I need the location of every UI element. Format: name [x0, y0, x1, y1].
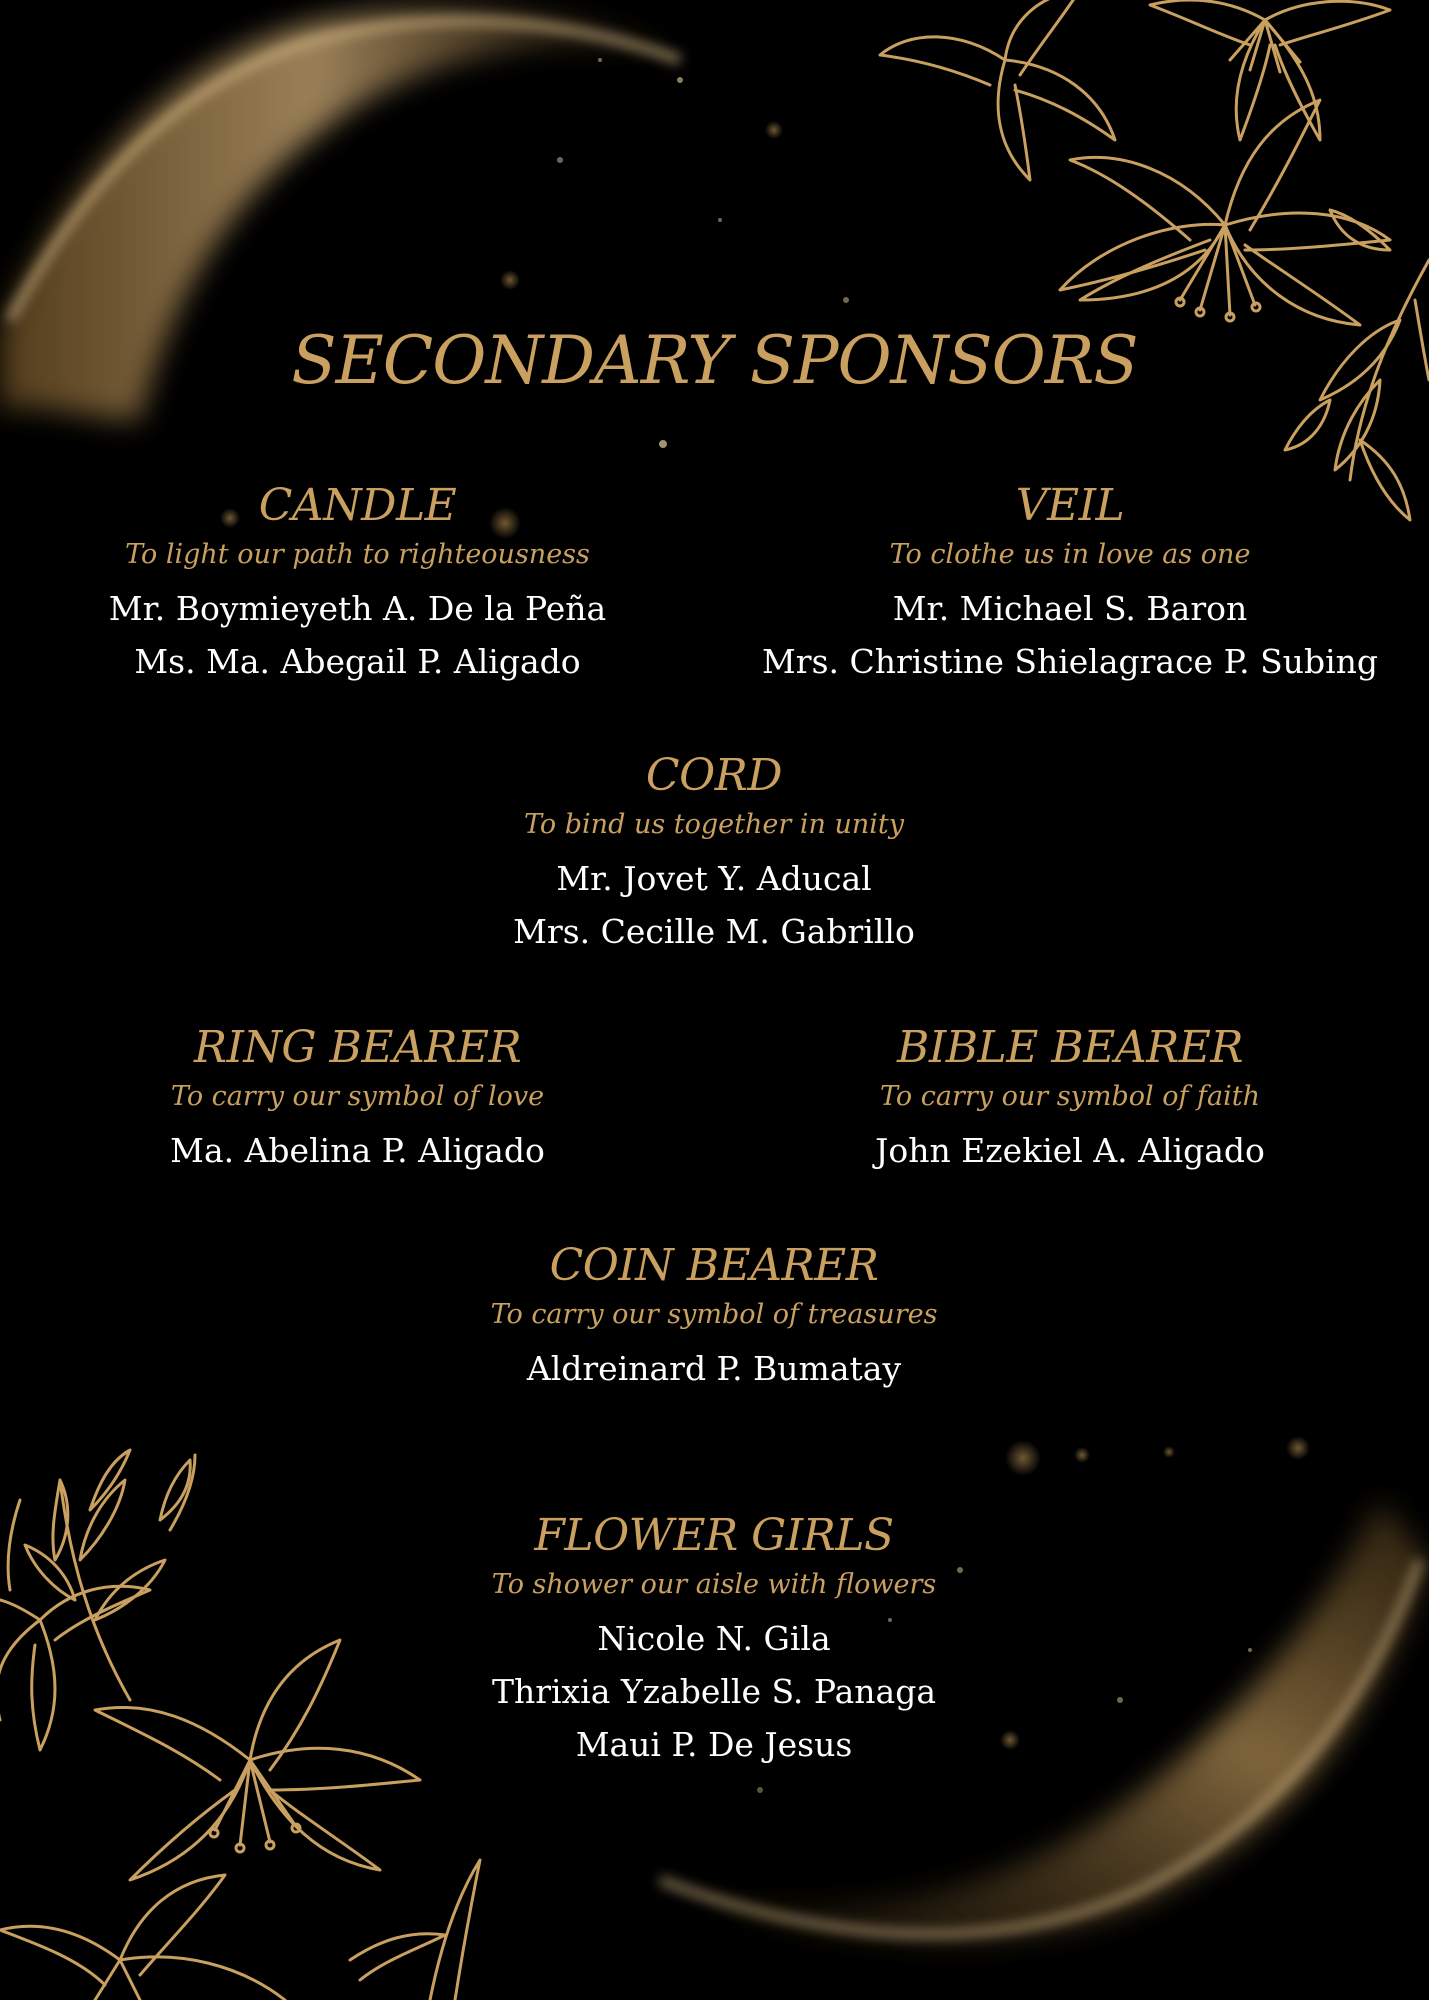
sponsor-name: Mr. Michael S. Baron [892, 589, 1248, 628]
section-heading: COIN BEARER [549, 1240, 879, 1291]
sponsor-list [414, 1342, 1014, 1395]
section-tagline: To light our path to righteousness [125, 539, 590, 570]
section-tagline: To carry our symbol of faith [879, 1081, 1261, 1112]
section-tagline: To carry our symbol of treasures [490, 1299, 938, 1330]
sponsor-name: John Ezekiel A. Aligado [875, 1131, 1265, 1170]
sponsor-name: Ms. Ma. Abegail P. Aligado [134, 642, 581, 681]
section-heading: CANDLE [258, 480, 457, 531]
sponsor-name: Mrs. Cecille M. Gabrillo [513, 912, 915, 951]
sponsor-name: Maui P. De Jesus [575, 1725, 853, 1764]
section-heading: RING BEARER [193, 1022, 522, 1073]
section-heading: VEIL [1015, 480, 1125, 531]
sponsor-name: Mr. Jovet Y. Aducal [556, 859, 872, 898]
sponsor-name: Nicole N. Gila [597, 1619, 831, 1658]
section-flower-girls [414, 1508, 1014, 1771]
lily-flowers-icon [0, 1450, 480, 2000]
section-heading: FLOWER GIRLS [534, 1510, 894, 1561]
sponsor-name: Thrixia Yzabelle S. Panaga [491, 1672, 937, 1711]
sponsor-list [414, 1612, 1014, 1771]
section-coin-bearer [414, 1238, 1014, 1395]
section-candle [80, 478, 635, 688]
section-heading: BIBLE BEARER [897, 1022, 1243, 1073]
lily-flowers-icon [880, 0, 1429, 520]
sponsor-list [80, 582, 635, 688]
section-tagline: To clothe us in love as one [889, 539, 1251, 570]
section-heading: CORD [645, 750, 783, 801]
section-tagline: To shower our aisle with flowers [491, 1569, 937, 1600]
sponsor-list [414, 852, 1014, 958]
sponsor-name: Mr. Boymieyeth A. De la Peña [108, 589, 607, 628]
section-ring-bearer [80, 1020, 635, 1177]
sponsor-name: Mrs. Christine Shielagrace P. Subing [762, 642, 1378, 681]
section-tagline: To carry our symbol of love [170, 1081, 545, 1112]
sponsor-name: Ma. Abelina P. Aligado [170, 1131, 545, 1170]
sponsor-name: Aldreinard P. Bumatay [526, 1349, 902, 1388]
section-cord [414, 748, 1014, 958]
sponsor-list [80, 1124, 635, 1177]
page-title: SECONDARY SPONSORS [291, 322, 1138, 399]
section-tagline: To bind us together in unity [524, 809, 904, 840]
sponsor-list [760, 1124, 1380, 1177]
section-veil [760, 478, 1380, 688]
sponsor-list [760, 582, 1380, 688]
section-bible-bearer [760, 1020, 1380, 1177]
